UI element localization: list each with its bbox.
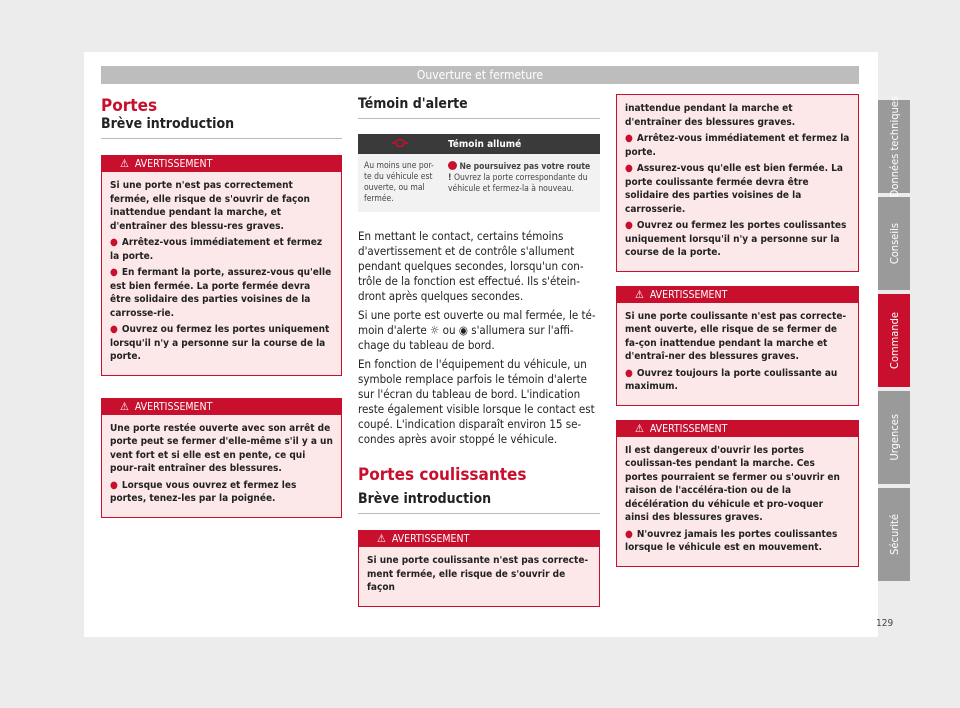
bullet-icon: ● (625, 220, 633, 231)
table-icon-header (358, 134, 442, 154)
warning-header (102, 399, 341, 415)
warning-triangle-icon: ⚠ (635, 421, 644, 435)
door-icon: ◉ (458, 323, 468, 337)
warning-bullet: ● Ouvrez toujours la porte coulissante au maximum. (625, 367, 838, 392)
warning-intro: Il est dangereux d'ouvrir les portes coulissan-tes pendant la marche. Ces portes pourraient se fermer ou s'ouvrir en raison de l'accéléra-tion ou de la décélération du véhicule et pro-voquer ainsi des blessures graves. (625, 444, 840, 523)
bullet-icon: ● (625, 367, 633, 379)
section-subtitle: Témoin d'alerte (358, 96, 600, 119)
warning-body (617, 437, 858, 566)
tab-urgences[interactable]: Urgences (878, 391, 910, 484)
tab-conseils[interactable]: Conseils (878, 197, 910, 290)
warning-bullet: ● Assurez-vous qu'elle est bien fermée. La porte coulissante fermée devra être solidaire des parties voisines de la carrosserie. (625, 163, 843, 215)
chapter-tabs (878, 95, 910, 585)
warning-label: AVERTISSEMENT (134, 158, 213, 170)
red-indicator-icon (448, 161, 457, 170)
warning-box (358, 530, 600, 607)
column-1 (101, 96, 342, 518)
tab-donnees-techniques[interactable]: Données techniques (878, 100, 910, 193)
paragraph: Si une porte est ouverte ou mal fermée, le té-moin d'alerte ☼ ou ◉ s'allumera sur l'affi-chage du tableau de bord. (358, 308, 596, 352)
paragraph: En fonction de l'équipement du véhicule, un symbole remplace parfois le témoin d'alerte sur l'écran du tableau de bord. L'indication reste également visible lorsque le contact est coupé. L'indication disparaît environ 15 se-condes après avoir stoppé le véhicule. (358, 357, 595, 446)
column-2 (358, 96, 600, 607)
page-number: 129 (876, 618, 894, 629)
warning-bullet: ● Ouvrez ou fermez les portes coulissantes uniquement lorsqu'il n'y a personne sur la course de la porte. (625, 220, 847, 258)
warning-label: AVERTISSEMENT (391, 533, 470, 545)
warning-intro: inattendue pendant la marche et d'entraîner des blessures graves. (625, 103, 796, 128)
section-title: Portes (101, 96, 158, 116)
chapter-header: Ouverture et fermeture (101, 66, 859, 84)
warning-box (616, 286, 859, 406)
warning-bullet: ● Arrêtez-vous immédiatement et fermez la porte. (625, 133, 850, 158)
warning-header (617, 287, 858, 303)
section-subtitle: Brève introduction (101, 116, 342, 139)
bullet-icon: ● (625, 163, 633, 174)
warning-intro: Une porte restée ouverte avec son arrêt de porte peut se fermer d'elle-même s'il y a un vent fort et si elle est en pente, ce qui pour-rait entraîner des blessures. (110, 422, 333, 474)
warning-intro: Si une porte coulissante n'est pas correcte-ment ouverte, elle risque de se fermer de fa-çon inattendue pendant la marche et d'entraî-ner des blessures graves. (625, 310, 847, 362)
warning-triangle-icon: ⚠ (377, 532, 386, 545)
warning-box-continued (616, 94, 859, 272)
warning-bullet: ● En fermant la porte, assurez-vous qu'elle est bien fermée. La porte fermée devra être solidaire des parties voisines de la carrosse-rie. (110, 267, 332, 319)
column-3 (616, 94, 859, 567)
table-cell-description: Ne poursuivez pas votre route ! Ouvrez la porte correspondante du véhicule et fermez-la à nouveau. (442, 154, 600, 212)
tab-securite[interactable]: Sécurité (878, 488, 910, 581)
warning-label: AVERTISSEMENT (134, 400, 213, 413)
table-header: Témoin allumé (442, 134, 600, 154)
warning-header (359, 531, 599, 547)
warning-body (102, 172, 341, 375)
warning-label: AVERTISSEMENT (649, 288, 728, 301)
warning-bullet: ● N'ouvrez jamais les portes coulissantes lorsque le véhicule est en mouvement. (625, 528, 838, 553)
warning-box (101, 398, 342, 518)
indicator-table (358, 134, 600, 212)
section-title: Portes coulissantes (358, 465, 527, 485)
bullet-icon: ● (110, 479, 118, 491)
warning-body (617, 303, 858, 405)
table-cell-condition: Au moins une por-te du véhicule est ouverte, ou mal fermée. (358, 154, 442, 212)
section-subtitle: Brève introduction (358, 491, 600, 514)
warning-triangle-icon: ⚠ (120, 157, 129, 170)
warning-header (102, 156, 341, 172)
bullet-icon: ● (625, 528, 633, 540)
door-open-icon (391, 138, 409, 148)
bullet-icon: ● (625, 133, 633, 144)
warning-intro: Si une porte n'est pas correctement fermée, elle risque de s'ouvrir de façon inattendue pendant la marche, et d'entraîner des blessu-res graves. (110, 180, 310, 232)
warning-label: AVERTISSEMENT (649, 422, 728, 435)
warning-triangle-icon: ⚠ (120, 399, 129, 413)
warning-box (616, 420, 859, 567)
warning-bullet: ● Arrêtez-vous immédiatement et fermez la porte. (110, 237, 323, 262)
paragraph: En mettant le contact, certains témoins d'avertissement et de contrôle s'allument pendant quelques secondes, lorsqu'un con-trôle de la fonction est effectué. Ils s'étein-dront après quelques secondes. (358, 229, 584, 303)
warning-body (359, 547, 599, 606)
bullet-icon: ● (110, 237, 118, 248)
warning-bullet: ● Lorsque vous ouvrez et fermez les portes, tenez-les par la poignée. (110, 479, 297, 504)
warning-box (101, 155, 342, 376)
warning-header (617, 421, 858, 437)
warning-body (102, 415, 341, 517)
bullet-icon: ● (110, 267, 118, 278)
body-text-block (358, 229, 600, 447)
warning-body (617, 95, 858, 271)
warning-bullet: ● Ouvrez ou fermez les portes uniquement lorsqu'il n'y a personne sur la course de la porte. (110, 324, 330, 362)
warning-triangle-icon: ⚠ (635, 287, 644, 301)
warning-light-icon: ☼ (430, 323, 440, 337)
bullet-icon: ● (110, 324, 118, 335)
tab-commande[interactable]: Commande (878, 294, 910, 387)
warning-intro: Si une porte coulissante n'est pas correcte-ment fermée, elle risque de s'ouvrir de façon (367, 555, 589, 593)
